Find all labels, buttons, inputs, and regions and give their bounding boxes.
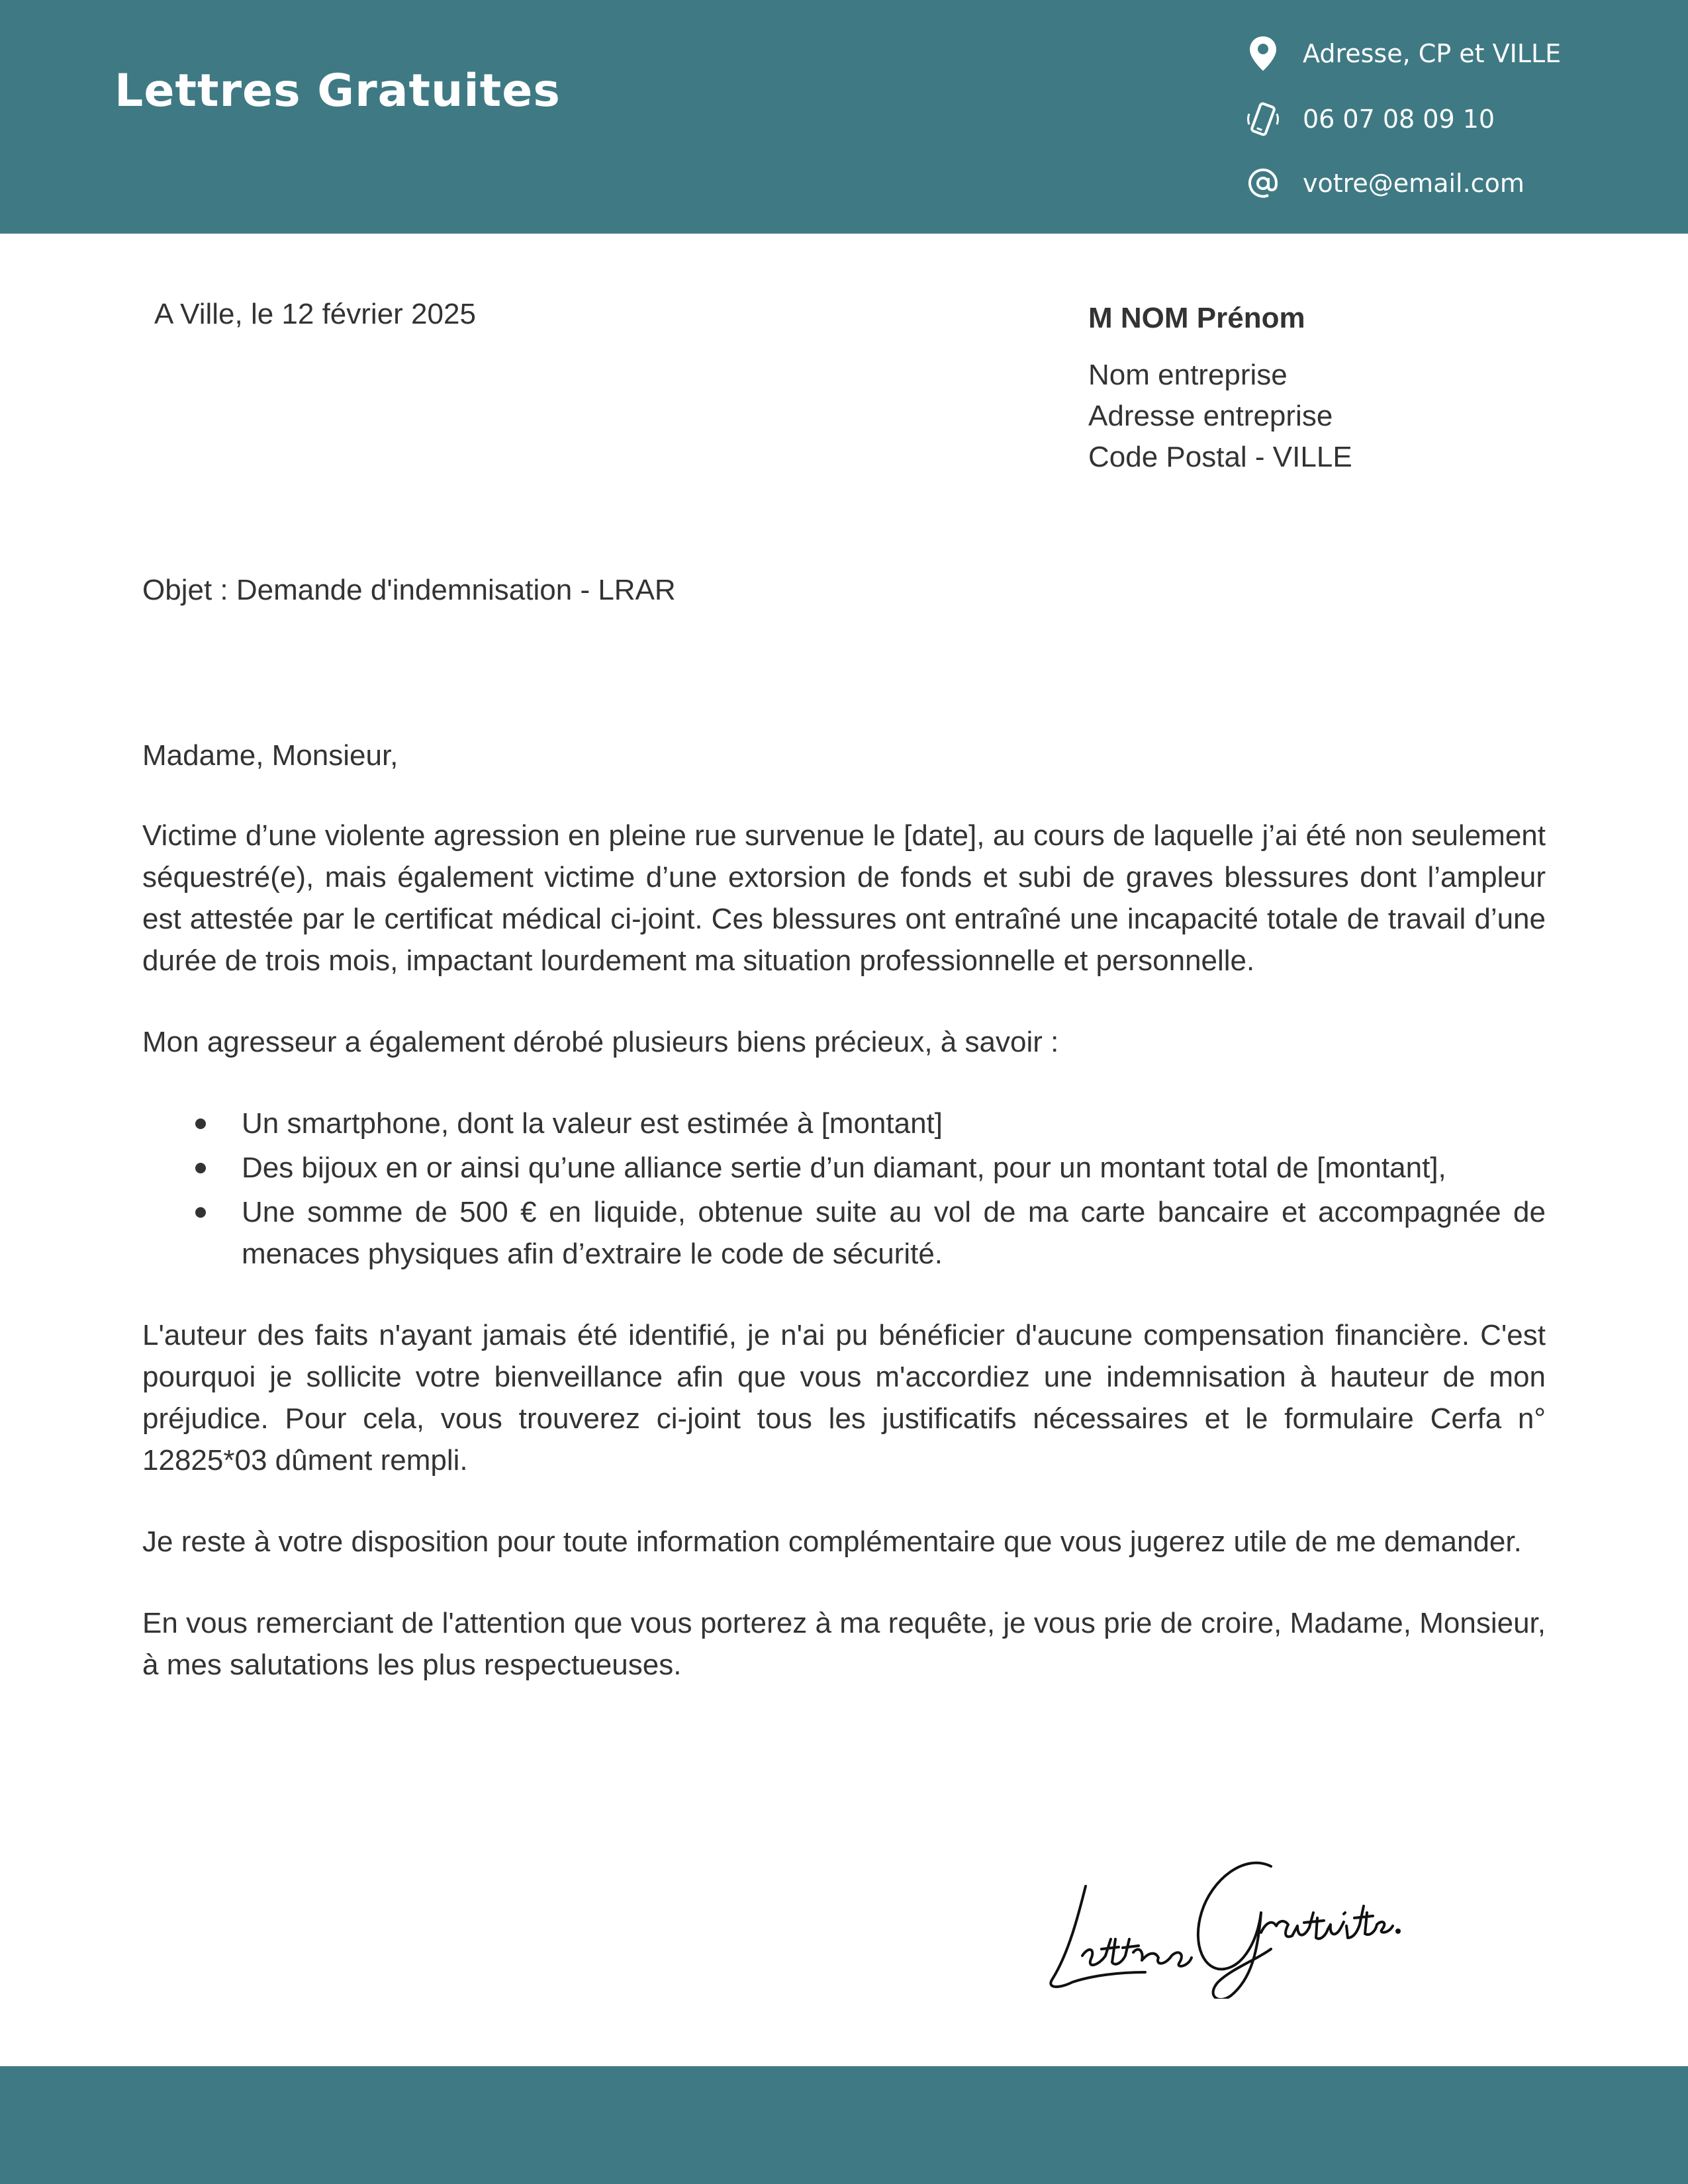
letter-date: A Ville, le 12 février 2025 [154,298,476,330]
paragraph-1: Victime d’une violente agression en pleine rue survenue le [date], au cours de laquelle j’ai été non seulement séquestré(e), mais également victime d’une extorsion de fonds et subi de graves blessures dont l’ampleur est attestée par le certificat médical ci-joint. Ces blessures ont entraîné une incapacité totale de travail d’une durée de trois mois, impactant lourdement ma situation professionnelle et personnelle. [142,819,1546,977]
contact-email-row [1244,160,1524,206]
recipient-company: Nom entreprise [1088,359,1288,391]
phone-icon [1244,101,1282,138]
greeting: Madame, Monsieur, [142,739,399,772]
contact-phone-row [1244,96,1495,142]
paragraph-4: Je reste à votre disposition pour toute information complémentaire que vous jugerez utile de me demander. [142,1525,1522,1558]
letter-object: Objet : Demande d'indemnisation - LRAR [142,574,676,606]
header-banner [0,0,1688,234]
signature-image [1033,1840,1403,1999]
contact-email: votre@email.com [1303,169,1524,198]
letter-body [142,735,1546,1725]
recipient-block [1088,298,1352,478]
brand-title: Lettres Gratuites [115,65,561,117]
at-sign-icon [1244,165,1282,202]
paragraph-3: L'auteur des faits n'ayant jamais été identifié, je n'ai pu bénéficier d'aucune compensation financière. C'est pourquoi je sollicite votre bienveillance afin que vous m'accordiez une indemnisation à hauteur de mon préjudice. Pour cela, vous trouverez ci-joint tous les justificatifs nécessaires et le formulaire Cerfa n° 12825*03 dûment rempli. [142,1319,1546,1477]
recipient-city: Code Postal - VILLE [1088,441,1352,473]
list-item: Un smartphone, dont la valeur est estimée à [montant] [242,1103,1546,1144]
contact-address: Adresse, CP et VILLE [1303,39,1562,68]
recipient-name: M NOM Prénom [1088,302,1305,334]
paragraph-2: Mon agresseur a également dérobé plusieurs biens précieux, à savoir : [142,1026,1059,1058]
paragraph-5: En vous remerciant de l'attention que vous porterez à ma requête, je vous prie de croire, Madame, Monsieur, à mes salutations les plus respectueuses. [142,1607,1546,1681]
list-item: Une somme de 500 € en liquide, obtenue suite au vol de ma carte bancaire et accompagnée de menaces physiques afin d’extraire le code de sécurité. [242,1191,1546,1275]
list-item: Des bijoux en or ainsi qu’une alliance sertie d’un diamant, pour un montant total de [montant], [242,1147,1546,1189]
location-pin-icon [1244,35,1282,72]
recipient-address: Adresse entreprise [1088,400,1333,432]
contact-address-row [1244,30,1561,77]
footer-band [0,2066,1688,2184]
contact-phone: 06 07 08 09 10 [1303,105,1495,134]
stolen-items-list [142,1103,1546,1275]
signature [1033,1840,1403,1999]
